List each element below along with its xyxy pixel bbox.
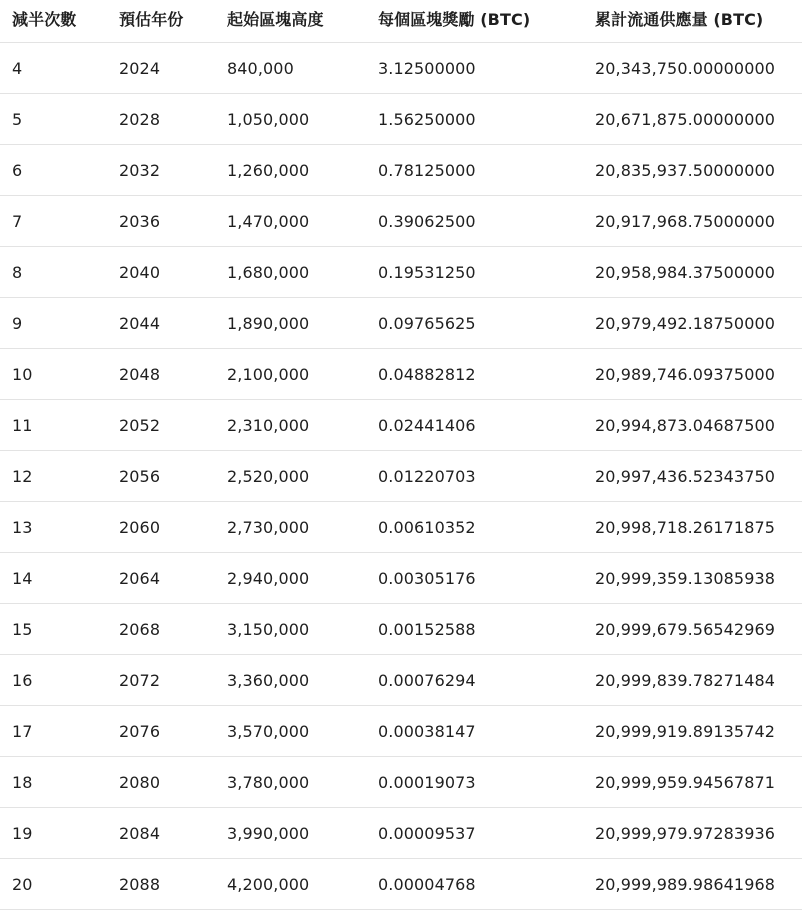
cell-halving-count: 6 <box>12 160 23 180</box>
cell-block-reward: 0.00305176 <box>378 568 476 588</box>
cell-estimated-year: 2084 <box>119 823 161 843</box>
cell-cumulative-supply: 20,671,875.00000000 <box>595 109 776 129</box>
table-row <box>0 43 802 94</box>
cell-halving-count: 19 <box>12 823 33 843</box>
cell-estimated-year: 2040 <box>119 262 161 282</box>
cell-block-reward: 0.00076294 <box>378 670 476 690</box>
table-row <box>0 757 802 808</box>
cell-cumulative-supply: 20,994,873.04687500 <box>595 415 776 435</box>
cell-estimated-year: 2036 <box>119 211 161 231</box>
cell-block-reward: 0.00019073 <box>378 772 476 792</box>
header-estimated-year: 預估年份 <box>119 10 184 29</box>
table-row <box>0 553 802 604</box>
cell-estimated-year: 2052 <box>119 415 161 435</box>
cell-estimated-year: 2044 <box>119 313 161 333</box>
cell-block-reward: 0.00009537 <box>378 823 476 843</box>
cell-estimated-year: 2024 <box>119 58 161 78</box>
table-row <box>0 94 802 145</box>
cell-start-block-height: 2,730,000 <box>227 517 310 537</box>
cell-block-reward: 0.00038147 <box>378 721 476 741</box>
table-row <box>0 655 802 706</box>
cell-block-reward: 0.09765625 <box>378 313 476 333</box>
cell-cumulative-supply: 20,989,746.09375000 <box>595 364 776 384</box>
cell-block-reward: 0.02441406 <box>378 415 476 435</box>
cell-halving-count: 9 <box>12 313 23 333</box>
cell-cumulative-supply: 20,999,959.94567871 <box>595 772 776 792</box>
cell-start-block-height: 840,000 <box>227 58 294 78</box>
cell-block-reward: 0.00004768 <box>378 874 476 894</box>
cell-block-reward: 0.39062500 <box>378 211 476 231</box>
cell-cumulative-supply: 20,999,979.97283936 <box>595 823 776 843</box>
cell-block-reward: 1.56250000 <box>378 109 476 129</box>
cell-halving-count: 11 <box>12 415 33 435</box>
cell-halving-count: 12 <box>12 466 33 486</box>
table-row <box>0 298 802 349</box>
table-row <box>0 400 802 451</box>
table-row <box>0 247 802 298</box>
cell-start-block-height: 2,310,000 <box>227 415 310 435</box>
cell-start-block-height: 2,520,000 <box>227 466 310 486</box>
cell-halving-count: 7 <box>12 211 23 231</box>
cell-start-block-height: 1,470,000 <box>227 211 310 231</box>
cell-cumulative-supply: 20,917,968.75000000 <box>595 211 776 231</box>
cell-block-reward: 0.19531250 <box>378 262 476 282</box>
cell-start-block-height: 3,990,000 <box>227 823 310 843</box>
header-cumulative-supply: 累計流通供應量 (BTC) <box>595 10 764 29</box>
cell-estimated-year: 2072 <box>119 670 161 690</box>
cell-start-block-height: 1,260,000 <box>227 160 310 180</box>
cell-estimated-year: 2048 <box>119 364 161 384</box>
cell-start-block-height: 2,940,000 <box>227 568 310 588</box>
cell-cumulative-supply: 20,999,679.56542969 <box>595 619 776 639</box>
cell-start-block-height: 1,680,000 <box>227 262 310 282</box>
cell-halving-count: 4 <box>12 58 23 78</box>
cell-block-reward: 0.00610352 <box>378 517 476 537</box>
cell-block-reward: 0.04882812 <box>378 364 476 384</box>
cell-cumulative-supply: 20,958,984.37500000 <box>595 262 776 282</box>
cell-estimated-year: 2080 <box>119 772 161 792</box>
cell-start-block-height: 3,360,000 <box>227 670 310 690</box>
table-row <box>0 196 802 247</box>
cell-cumulative-supply: 20,999,359.13085938 <box>595 568 776 588</box>
cell-cumulative-supply: 20,979,492.18750000 <box>595 313 776 333</box>
cell-start-block-height: 4,200,000 <box>227 874 310 894</box>
cell-cumulative-supply: 20,343,750.00000000 <box>595 58 776 78</box>
cell-estimated-year: 2088 <box>119 874 161 894</box>
cell-cumulative-supply: 20,999,989.98641968 <box>595 874 776 894</box>
cell-halving-count: 17 <box>12 721 33 741</box>
cell-cumulative-supply: 20,999,919.89135742 <box>595 721 776 741</box>
cell-cumulative-supply: 20,999,839.78271484 <box>595 670 776 690</box>
cell-start-block-height: 3,570,000 <box>227 721 310 741</box>
cell-halving-count: 5 <box>12 109 23 129</box>
cell-block-reward: 0.00152588 <box>378 619 476 639</box>
cell-halving-count: 18 <box>12 772 33 792</box>
cell-estimated-year: 2032 <box>119 160 161 180</box>
cell-estimated-year: 2056 <box>119 466 161 486</box>
table-row <box>0 808 802 859</box>
cell-cumulative-supply: 20,998,718.26171875 <box>595 517 776 537</box>
cell-estimated-year: 2076 <box>119 721 161 741</box>
table-row <box>0 502 802 553</box>
cell-start-block-height: 2,100,000 <box>227 364 310 384</box>
table-row <box>0 859 802 910</box>
cell-estimated-year: 2060 <box>119 517 161 537</box>
cell-halving-count: 10 <box>12 364 33 384</box>
cell-estimated-year: 2068 <box>119 619 161 639</box>
cell-halving-count: 15 <box>12 619 33 639</box>
table-row <box>0 451 802 502</box>
cell-block-reward: 0.01220703 <box>378 466 476 486</box>
cell-start-block-height: 1,890,000 <box>227 313 310 333</box>
cell-block-reward: 0.78125000 <box>378 160 476 180</box>
table-row <box>0 706 802 757</box>
cell-halving-count: 14 <box>12 568 33 588</box>
cell-halving-count: 13 <box>12 517 33 537</box>
header-block-reward: 每個區塊獎勵 (BTC) <box>378 10 531 29</box>
table-body <box>0 43 802 910</box>
table-row <box>0 349 802 400</box>
cell-start-block-height: 1,050,000 <box>227 109 310 129</box>
header-start-block-height: 起始區塊高度 <box>227 10 324 29</box>
cell-start-block-height: 3,150,000 <box>227 619 310 639</box>
cell-estimated-year: 2064 <box>119 568 161 588</box>
header-halving-count: 減半次數 <box>12 10 77 29</box>
cell-start-block-height: 3,780,000 <box>227 772 310 792</box>
table-row <box>0 604 802 655</box>
cell-block-reward: 3.12500000 <box>378 58 476 78</box>
cell-cumulative-supply: 20,835,937.50000000 <box>595 160 776 180</box>
cell-cumulative-supply: 20,997,436.52343750 <box>595 466 776 486</box>
table-row <box>0 145 802 196</box>
cell-halving-count: 8 <box>12 262 23 282</box>
cell-halving-count: 16 <box>12 670 33 690</box>
cell-estimated-year: 2028 <box>119 109 161 129</box>
cell-halving-count: 20 <box>12 874 33 894</box>
table-header-row <box>0 0 802 43</box>
